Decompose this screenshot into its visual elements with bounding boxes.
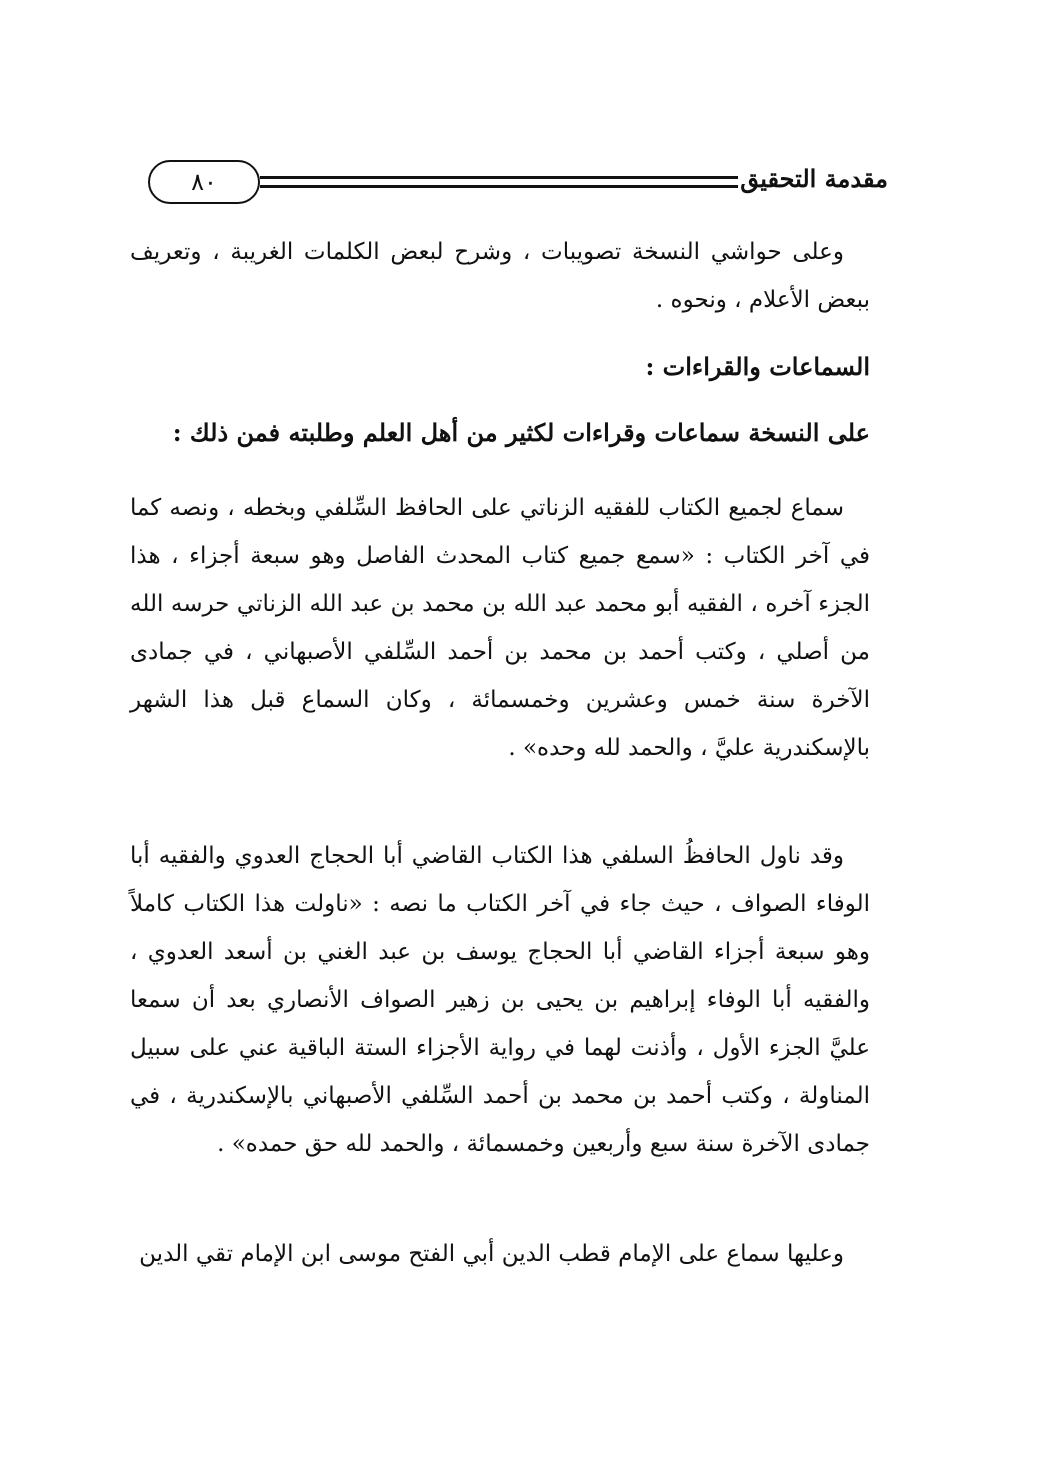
header-rule-top bbox=[260, 176, 738, 179]
paragraph-2: سماع لجميع الكتاب للفقيه الزناتي على الحافظ السِّلفي وبخطه ، ونصه كما في آخر الكتاب : «سمع جميع كتاب المحدث الفاصل وهو سبعة أجزاء ، هذا الجزء آخره ، الفقيه أبو محمد عبد الله بن محمد بن عبد الله الزناتي حرسه الله من أصلي ، وكتب أحمد بن محمد بن أحمد السِّلفي الأصبهاني ، في جمادى الآخرة سنة خمس وعشرين وخمسمائة ، وكان السماع قبل هذا الشهر بالإسكندرية عليَّ ، والحمد لله وحده» . bbox=[130, 495, 870, 761]
subsection-heading: على النسخة سماعات وقراءات لكثير من أهل العلم وطلبته فمن ذلك : bbox=[172, 418, 870, 447]
paragraph-4: وعليها سماع على الإمام قطب الدين أبي الفتح موسى ابن الإمام تقي الدين bbox=[139, 1241, 844, 1267]
section-heading: السماعات والقراءات : bbox=[645, 352, 870, 381]
running-title: مقدمة التحقيق bbox=[740, 164, 888, 193]
paragraph-1: وعلى حواشي النسخة تصويبات ، وشرح لبعض الكلمات الغريبة ، وتعريف ببعض الأعلام ، ونحوه . bbox=[130, 239, 870, 313]
paragraph-1-block bbox=[130, 228, 870, 324]
paragraph-3: وقد ناول الحافظُ السلفي هذا الكتاب القاضي أبا الحجاج العدوي والفقيه أبا الوفاء الصواف ، حيث جاء في آخر الكتاب ما نصه : «ناولت هذا الكتاب كاملاً وهو سبعة أجزاء القاضي أبا الحجاج يوسف بن عبد الغني بن أسعد العدوي ، والفقيه أبا الوفاء إبراهيم بن يحيى بن زهير الصواف الأنصاري بعد أن سمعا عليَّ الجزء الأول ، وأذنت لهما في رواية الأجزاء الستة الباقية عني على سبيل المناولة ، وكتب أحمد بن محمد بن أحمد السِّلفي الأصبهاني بالإسكندرية ، في جمادى الآخرة سنة سبع وأربعين وخمسمائة ، والحمد لله حق حمده» . bbox=[130, 843, 870, 1157]
header-rule-bottom bbox=[260, 185, 738, 188]
page-number: ٨٠ bbox=[148, 160, 260, 204]
paragraph-3-block bbox=[130, 832, 870, 1168]
page-header bbox=[148, 158, 888, 210]
paragraph-4-block bbox=[130, 1230, 870, 1278]
paragraph-2-block bbox=[130, 484, 870, 772]
